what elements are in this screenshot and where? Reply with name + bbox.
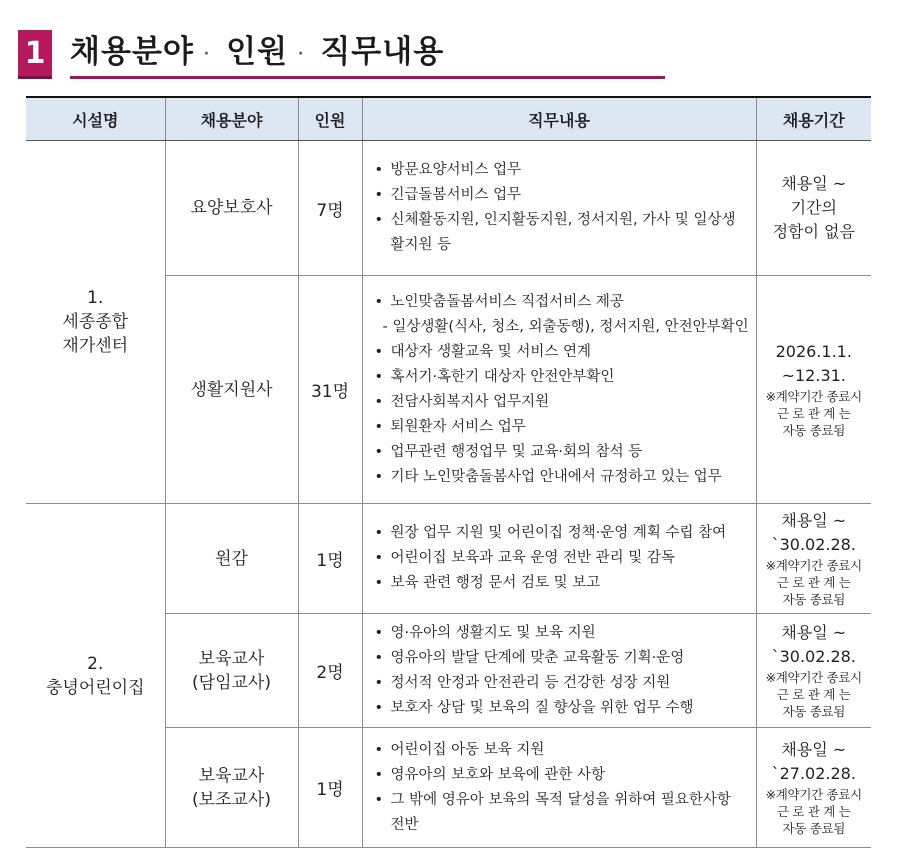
period-cell	[756, 276, 871, 504]
field-name-line: 생활지원사	[190, 379, 273, 400]
duties-list	[373, 290, 748, 490]
duty-item	[373, 546, 748, 571]
period-line: 채용일 ~	[781, 623, 847, 642]
duties-cell	[362, 276, 756, 504]
period-line: `30.02.28.	[771, 535, 856, 554]
period-cell	[756, 728, 871, 848]
duty-item	[373, 465, 748, 490]
field-cell	[165, 141, 298, 276]
period-line: 기간의	[790, 198, 837, 217]
facility-name-cell	[26, 504, 165, 848]
facility-name-cell	[26, 141, 165, 504]
duty-item	[373, 158, 748, 183]
duty-text: 업무관련 행정업무 및 교육·회의 참석 등	[390, 443, 643, 460]
field-name-line: 원감	[215, 548, 248, 569]
bullet-icon: •	[374, 550, 384, 566]
period-note-line: 근 로 관 계 는	[776, 687, 851, 702]
period-note-line: 자동 종료됨	[782, 821, 846, 836]
title-part-field: 채용분야	[70, 34, 194, 70]
bullet-icon: •	[374, 418, 384, 435]
headcount-cell: 1명	[298, 728, 362, 848]
period-line: 채용일 ~	[781, 740, 847, 759]
period-line: ~12.31.	[781, 366, 846, 385]
duty-item	[373, 696, 748, 721]
bullet-icon: •	[374, 393, 384, 410]
title-part-headcount: 인원	[226, 34, 289, 70]
duty-text: 어린이집 보육과 교육 운영 전반 관리 및 감독	[390, 550, 675, 566]
field-name-line: (보조교사)	[192, 789, 271, 810]
period-note-line: ※계약기간 종료시	[765, 389, 862, 404]
duties-cell	[362, 614, 756, 728]
duties-list	[373, 158, 748, 258]
field-name-line: 요양보호사	[190, 198, 273, 218]
duties-cell	[362, 141, 756, 276]
period-note-line: ※계약기간 종료시	[765, 787, 862, 802]
duty-item	[373, 415, 748, 440]
field-cell	[165, 504, 298, 614]
period-note-line: 근 로 관 계 는	[776, 406, 851, 421]
bullet-icon: •	[374, 674, 384, 691]
duty-text: 노인맞춤돌봄서비스 직접서비스 제공	[390, 293, 624, 310]
duties-list	[373, 738, 748, 838]
duty-item	[373, 571, 748, 596]
title-separator: ·	[203, 45, 211, 62]
period-line: 채용일 ~	[781, 511, 847, 530]
field-cell	[165, 728, 298, 848]
period-note-line: 근 로 관 계 는	[776, 575, 851, 590]
facility-name-line: 충녕어린이집	[45, 677, 145, 698]
header-duties: 직무내용	[362, 97, 756, 141]
recruitment-table	[26, 96, 871, 848]
period-line: 채용일 ~	[781, 174, 847, 193]
bullet-icon: •	[374, 468, 384, 485]
duty-item	[373, 290, 748, 315]
duty-text: 퇴원환자 서비스 업무	[390, 418, 526, 435]
period-line: 2026.1.1.	[775, 342, 852, 361]
duty-text: 긴급돌봄서비스 업무	[390, 187, 522, 203]
period-line: 정함이 없음	[772, 222, 855, 241]
bullet-icon: •	[374, 791, 384, 808]
bullet-icon: •	[374, 368, 384, 385]
table-row	[26, 141, 871, 276]
headcount-cell: 7명	[298, 141, 362, 276]
period-note-line: 자동 종료됨	[782, 423, 846, 438]
duty-text: 어린이집 아동 보육 지원	[390, 741, 545, 758]
period-note-line: 자동 종료됨	[782, 592, 846, 607]
title-part-duties: 직무내용	[320, 34, 445, 70]
facility-name-line: 세종종합	[62, 312, 129, 332]
duty-text: 그 밖에 영유아 보육의 목적 달성을 위하여 필요한사항 전반	[390, 791, 731, 833]
duty-text: 혹서기·혹한기 대상자 안전안부확인	[390, 368, 615, 385]
facility-name-line: 2.	[87, 653, 104, 674]
header-count: 인원	[298, 97, 362, 141]
duty-item	[373, 183, 748, 208]
period-cell	[756, 614, 871, 728]
bullet-icon: •	[374, 443, 384, 460]
header-period: 채용기간	[756, 97, 871, 141]
duty-item	[373, 646, 748, 671]
duty-item	[373, 440, 748, 465]
field-cell	[165, 276, 298, 504]
duty-text: - 일상생활(식사, 청소, 외출동행), 정서지원, 안전안부확인	[382, 318, 749, 335]
duty-item	[373, 208, 748, 258]
field-name-line: 보육교사	[198, 648, 265, 669]
period-note-line: ※계약기간 종료시	[765, 558, 862, 573]
period-note-line: 근 로 관 계 는	[776, 804, 851, 819]
table-row	[26, 504, 871, 614]
duties-list	[373, 621, 748, 721]
title-separator: ·	[298, 45, 305, 62]
duty-text: 영·유아의 생활지도 및 보육 지원	[390, 624, 596, 641]
field-cell	[165, 614, 298, 728]
period-cell	[756, 504, 871, 614]
duty-text: 원장 업무 지원 및 어린이집 정책·운영 계획 수립 참여	[390, 525, 727, 541]
duty-text: 영유아의 보호와 보육에 관한 사항	[390, 766, 606, 783]
period-note-line: 자동 종료됨	[782, 704, 846, 719]
field-name-line: 보육교사	[198, 765, 265, 786]
bullet-icon: •	[374, 525, 384, 541]
period-note-line: ※계약기간 종료시	[765, 670, 862, 685]
duty-item	[373, 365, 748, 390]
bullet-icon: •	[374, 343, 384, 360]
duty-item	[373, 738, 748, 763]
period-cell	[756, 141, 871, 276]
headcount-cell: 2명	[298, 614, 362, 728]
duty-item	[373, 521, 748, 546]
duty-text: 기타 노인맞춤돌봄사업 안내에서 규정하고 있는 업무	[390, 468, 722, 485]
duties-cell	[362, 504, 756, 614]
table-body	[26, 141, 871, 848]
field-name-line: (담임교사)	[192, 672, 271, 693]
duty-item	[373, 390, 748, 415]
table-header-row	[26, 97, 871, 141]
period-line: `27.02.28.	[771, 764, 856, 783]
section-title-underline	[70, 76, 665, 79]
period-line: `30.02.28.	[771, 647, 856, 666]
bullet-icon: •	[374, 187, 384, 203]
bullet-icon: •	[374, 212, 384, 228]
bullet-icon: •	[374, 766, 384, 783]
bullet-icon: •	[374, 624, 384, 641]
section-title	[70, 26, 444, 71]
duty-text: 정서적 안정과 안전관리 등 건강한 성장 지원	[390, 674, 671, 691]
duty-item	[373, 671, 748, 696]
duty-item	[373, 763, 748, 788]
section-header	[18, 22, 658, 80]
bullet-icon: •	[374, 162, 384, 178]
duty-item	[373, 788, 748, 838]
header-field: 채용분야	[165, 97, 298, 141]
duty-item	[373, 315, 748, 340]
duty-item	[373, 621, 748, 646]
section-number-badge: 1	[18, 30, 52, 79]
facility-name-line: 재가센터	[62, 336, 129, 356]
duties-cell	[362, 728, 756, 848]
bullet-icon: •	[374, 741, 384, 758]
duty-text: 방문요양서비스 업무	[390, 162, 522, 178]
bullet-icon: •	[374, 293, 384, 310]
bullet-icon: •	[374, 649, 384, 666]
bullet-icon: •	[374, 575, 384, 591]
duty-text: 대상자 생활교육 및 서비스 연계	[390, 343, 592, 360]
duty-text: 보호자 상담 및 보육의 질 향상을 위한 업무 수행	[390, 699, 694, 716]
duty-text: 보육 관련 행정 문서 검토 및 보고	[390, 575, 601, 591]
duties-list	[373, 521, 748, 596]
duty-text: 신체활동지원, 인지활동지원, 정서지원, 가사 및 일상생활지원 등	[390, 212, 736, 253]
headcount-cell: 31명	[298, 276, 362, 504]
bullet-icon: •	[374, 699, 384, 716]
header-facility: 시설명	[26, 97, 165, 141]
headcount-cell: 1명	[298, 504, 362, 614]
duty-item	[373, 340, 748, 365]
facility-name-line: 1.	[87, 288, 104, 308]
duty-text: 영유아의 발달 단계에 맞춘 교육활동 기획·운영	[390, 649, 685, 666]
duty-text: 전담사회복지사 업무지원	[390, 393, 550, 410]
